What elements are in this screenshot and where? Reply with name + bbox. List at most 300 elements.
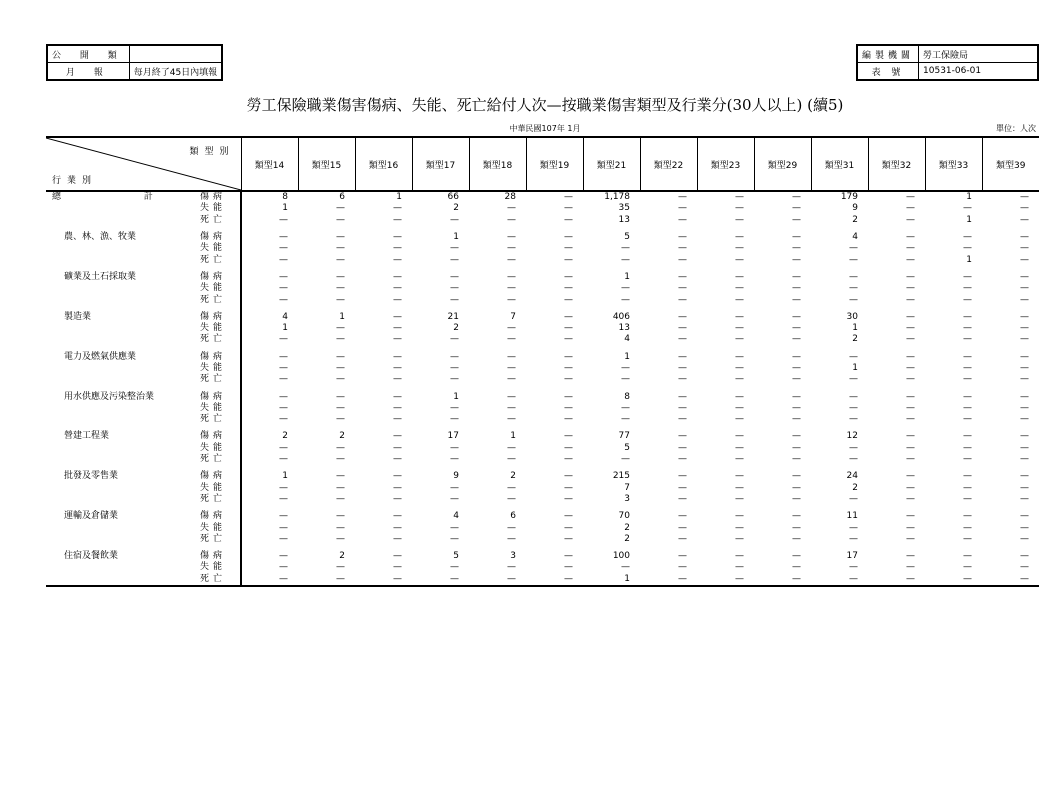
- table-cell: —: [621, 294, 630, 305]
- table-cell: —: [963, 334, 972, 345]
- table-cell: —: [849, 254, 858, 265]
- table-cell: —: [735, 351, 744, 362]
- table-cell: —: [792, 551, 801, 562]
- table-cell: 70: [618, 511, 630, 522]
- table-cell: —: [906, 311, 915, 322]
- table-cell: —: [963, 391, 972, 402]
- industry-name-empty: [46, 215, 186, 226]
- table-cell: —: [678, 493, 687, 504]
- column-header: 類型16: [355, 137, 412, 191]
- table-cell: —: [279, 374, 288, 385]
- subtype-label: 死亡: [186, 454, 241, 465]
- table-cell: —: [906, 522, 915, 533]
- table-cell: —: [336, 402, 345, 413]
- table-cell: —: [735, 442, 744, 453]
- data-table: [46, 136, 1039, 587]
- table-cell: —: [1020, 323, 1029, 334]
- table-row: [46, 323, 1039, 334]
- table-cell: —: [450, 243, 459, 254]
- table-cell: —: [1020, 334, 1029, 345]
- table-cell: —: [1020, 254, 1029, 265]
- corner-header: [46, 137, 241, 191]
- table-cell: —: [963, 271, 972, 282]
- table-cell: —: [1020, 522, 1029, 533]
- table-cell: —: [963, 363, 972, 373]
- table-cell: —: [963, 482, 972, 493]
- industry-name-empty: [46, 334, 186, 345]
- table-cell: —: [564, 271, 573, 282]
- column-header: 類型22: [640, 137, 697, 191]
- table-cell: —: [906, 402, 915, 413]
- table-cell: —: [1020, 471, 1029, 482]
- table-cell: —: [792, 232, 801, 243]
- table-cell: —: [963, 232, 972, 243]
- form-number-value: 10531-06-01: [919, 63, 1039, 81]
- table-row: [46, 562, 1039, 573]
- table-cell: —: [963, 203, 972, 214]
- table-cell: —: [336, 351, 345, 362]
- table-cell: —: [279, 511, 288, 522]
- industry-name-empty: [46, 443, 186, 454]
- table-cell: —: [678, 214, 687, 225]
- table-cell: —: [450, 482, 459, 493]
- table-cell: —: [678, 414, 687, 425]
- table-cell: —: [336, 482, 345, 493]
- table-cell: —: [621, 374, 630, 385]
- table-cell: —: [678, 402, 687, 413]
- table-cell: —: [1020, 493, 1029, 504]
- table-cell: —: [507, 391, 516, 402]
- table-cell: —: [963, 311, 972, 322]
- table-cell: —: [564, 243, 573, 254]
- table-cell: —: [906, 442, 915, 453]
- table-cell: 1: [453, 391, 459, 402]
- table-cell: —: [621, 283, 630, 294]
- table-row: [46, 494, 1039, 505]
- table-cell: —: [849, 493, 858, 504]
- table-row: [46, 352, 1039, 363]
- subtype-label: 死亡: [186, 494, 241, 505]
- table-cell: —: [963, 374, 972, 385]
- table-cell: —: [393, 454, 402, 465]
- column-header: 類型33: [925, 137, 982, 191]
- column-header: 類型17: [412, 137, 469, 191]
- table-row: [46, 203, 1039, 214]
- public-class-label: 公 開 類: [47, 45, 129, 63]
- table-cell: 13: [618, 214, 630, 225]
- column-header: 類型15: [298, 137, 355, 191]
- table-cell: —: [735, 243, 744, 254]
- table-row: [46, 534, 1039, 545]
- table-cell: 24: [846, 471, 858, 482]
- table-row: [46, 454, 1039, 465]
- table-cell: 2: [624, 533, 630, 544]
- table-cell: 9: [852, 203, 858, 214]
- table-cell: —: [1020, 551, 1029, 562]
- table-row: [46, 272, 1039, 283]
- agency-value: 勞工保險局: [919, 45, 1039, 63]
- report-type-label: 月 報: [47, 63, 129, 81]
- table-row: [46, 551, 1039, 562]
- column-header: 類型23: [697, 137, 754, 191]
- table-cell: —: [279, 294, 288, 305]
- table-row: [46, 511, 1039, 522]
- subtype-label: 傷病: [186, 312, 241, 323]
- table-cell: —: [564, 283, 573, 294]
- table-row: [46, 191, 1039, 203]
- table-cell: —: [735, 511, 744, 522]
- table-cell: —: [393, 283, 402, 294]
- table-cell: —: [450, 363, 459, 373]
- table-cell: —: [336, 363, 345, 373]
- table-cell: —: [507, 203, 516, 214]
- subtype-label: 死亡: [186, 534, 241, 545]
- table-cell: —: [678, 254, 687, 265]
- table-cell: —: [564, 414, 573, 425]
- subtype-label: 傷病: [186, 431, 241, 442]
- subtype-label: 傷病: [186, 232, 241, 243]
- table-cell: —: [735, 482, 744, 493]
- table-cell: —: [925, 574, 982, 586]
- table-cell: —: [279, 271, 288, 282]
- table-cell: —: [849, 243, 858, 254]
- table-cell: —: [678, 283, 687, 294]
- subtype-label: 傷病: [186, 272, 241, 283]
- table-cell: —: [849, 562, 858, 573]
- table-cell: —: [1020, 294, 1029, 305]
- table-cell: —: [1020, 482, 1029, 493]
- industry-name-empty: [46, 323, 186, 334]
- table-cell: —: [450, 294, 459, 305]
- table-cell: —: [963, 243, 972, 254]
- table-cell: —: [450, 522, 459, 533]
- table-cell: 1: [339, 311, 345, 322]
- industry-name: 製造業: [64, 311, 92, 322]
- table-cell: —: [564, 323, 573, 334]
- table-cell: —: [735, 232, 744, 243]
- table-cell: 1: [510, 431, 516, 442]
- table-cell: —: [336, 283, 345, 294]
- table-cell: —: [241, 574, 298, 586]
- table-cell: 9: [453, 471, 459, 482]
- industry-name-empty: [46, 562, 186, 573]
- table-cell: —: [564, 511, 573, 522]
- table-cell: —: [336, 511, 345, 522]
- table-cell: —: [678, 363, 687, 373]
- table-cell: —: [792, 454, 801, 465]
- table-cell: —: [963, 471, 972, 482]
- table-row: [46, 574, 1039, 586]
- subtype-label: 傷病: [186, 471, 241, 482]
- table-cell: —: [450, 283, 459, 294]
- table-cell: —: [849, 374, 858, 385]
- table-cell: —: [336, 243, 345, 254]
- table-cell: —: [792, 482, 801, 493]
- form-number-label: 表 號: [857, 63, 919, 81]
- table-cell: —: [564, 232, 573, 243]
- table-cell: —: [621, 243, 630, 254]
- table-row: [46, 391, 1039, 402]
- table-cell: —: [792, 214, 801, 225]
- table-cell: 11: [846, 511, 858, 522]
- table-cell: —: [507, 442, 516, 453]
- industry-name-empty: [46, 294, 186, 305]
- table-cell: 1: [966, 214, 972, 225]
- table-cell: —: [735, 192, 744, 203]
- table-cell: —: [336, 254, 345, 265]
- table-cell: —: [507, 232, 516, 243]
- table-cell: —: [1020, 363, 1029, 373]
- table-cell: 1: [282, 203, 288, 214]
- table-cell: 2: [624, 522, 630, 533]
- table-cell: —: [963, 402, 972, 413]
- table-cell: —: [792, 192, 801, 203]
- table-cell: —: [849, 522, 858, 533]
- table-cell: —: [450, 271, 459, 282]
- industry-name-empty: [46, 403, 186, 414]
- table-cell: —: [279, 551, 288, 562]
- table-cell: —: [849, 402, 858, 413]
- table-cell: —: [792, 471, 801, 482]
- table-cell: —: [393, 214, 402, 225]
- table-cell: —: [621, 402, 630, 413]
- industry-name: 用水供應及污染整治業: [64, 391, 155, 402]
- table-cell: —: [564, 493, 573, 504]
- table-cell: —: [963, 351, 972, 362]
- table-cell: 4: [624, 334, 630, 345]
- table-cell: —: [564, 374, 573, 385]
- table-cell: —: [564, 562, 573, 573]
- table-cell: —: [792, 243, 801, 254]
- page-title: 勞工保險職業傷害傷病、失能、死亡給付人次—按職業傷害類型及行業分(30人以上) (續5): [246, 96, 844, 114]
- table-cell: —: [963, 551, 972, 562]
- table-cell: —: [507, 294, 516, 305]
- table-cell: —: [1020, 402, 1029, 413]
- table-cell: —: [355, 574, 412, 586]
- table-cell: 8: [282, 192, 288, 203]
- industry-name: 營建工程業: [64, 431, 110, 442]
- table-cell: —: [868, 574, 925, 586]
- table-cell: —: [849, 442, 858, 453]
- table-cell: —: [564, 192, 573, 203]
- table-cell: —: [1020, 283, 1029, 294]
- subtype-label: 傷病: [186, 352, 241, 363]
- table-cell: —: [963, 522, 972, 533]
- table-cell: 1: [624, 271, 630, 282]
- table-cell: 1: [282, 471, 288, 482]
- table-cell: —: [906, 214, 915, 225]
- table-cell: —: [393, 442, 402, 453]
- industry-name: 農、林、漁、牧業: [64, 232, 137, 243]
- table-cell: —: [1020, 454, 1029, 465]
- table-cell: —: [792, 511, 801, 522]
- table-cell: —: [792, 391, 801, 402]
- public-class-value: [129, 45, 222, 63]
- table-cell: —: [393, 511, 402, 522]
- subtype-label: 傷病: [186, 511, 241, 522]
- subtype-label: 失能: [186, 203, 241, 214]
- table-cell: —: [735, 254, 744, 265]
- corner-industry-label: 行業別: [52, 176, 98, 186]
- table-cell: —: [792, 311, 801, 322]
- table-row: [46, 254, 1039, 265]
- table-cell: —: [393, 374, 402, 385]
- table-cell: —: [678, 482, 687, 493]
- table-cell: —: [507, 254, 516, 265]
- table-cell: 2: [852, 334, 858, 345]
- table-cell: —: [678, 271, 687, 282]
- table-cell: —: [564, 294, 573, 305]
- table-cell: —: [678, 203, 687, 214]
- table-cell: —: [393, 402, 402, 413]
- table-cell: —: [336, 271, 345, 282]
- table-cell: 1: [396, 192, 402, 203]
- table-row: [46, 414, 1039, 425]
- table-cell: —: [450, 533, 459, 544]
- table-cell: 17: [447, 431, 459, 442]
- table-cell: —: [792, 323, 801, 334]
- table-cell: —: [279, 562, 288, 573]
- table-cell: —: [906, 363, 915, 373]
- table-cell: —: [298, 574, 355, 586]
- table-cell: —: [678, 374, 687, 385]
- table-cell: —: [640, 574, 697, 586]
- table-cell: —: [678, 311, 687, 322]
- subtype-label: 失能: [186, 243, 241, 254]
- table-cell: 7: [624, 482, 630, 493]
- subtype-label: 死亡: [186, 254, 241, 265]
- table-cell: —: [564, 254, 573, 265]
- table-cell: —: [963, 414, 972, 425]
- table-cell: —: [564, 351, 573, 362]
- industry-name-empty: [46, 203, 186, 214]
- table-cell: 1: [583, 574, 640, 586]
- header-right-box: [856, 44, 1039, 81]
- table-row: [46, 294, 1039, 305]
- table-cell: —: [792, 402, 801, 413]
- table-cell: —: [792, 351, 801, 362]
- column-header: 類型18: [469, 137, 526, 191]
- table-cell: —: [1020, 562, 1029, 573]
- column-header: 類型29: [754, 137, 811, 191]
- table-cell: 4: [852, 232, 858, 243]
- table-cell: 28: [504, 192, 516, 203]
- table-cell: —: [507, 374, 516, 385]
- table-cell: —: [393, 294, 402, 305]
- corner-type-label: 類型別: [189, 147, 235, 157]
- table-cell: —: [963, 283, 972, 294]
- industry-name-empty: [46, 454, 186, 465]
- table-cell: —: [564, 203, 573, 214]
- table-cell: —: [450, 402, 459, 413]
- table-cell: —: [735, 323, 744, 334]
- table-cell: —: [1020, 271, 1029, 282]
- table-cell: —: [450, 334, 459, 345]
- table-cell: 13: [618, 323, 630, 334]
- table-cell: —: [735, 294, 744, 305]
- table-cell: —: [735, 533, 744, 544]
- table-cell: —: [1020, 351, 1029, 362]
- table-cell: 1,178: [604, 192, 630, 203]
- subtype-label: 死亡: [186, 414, 241, 425]
- table-cell: —: [678, 471, 687, 482]
- table-cell: —: [754, 574, 811, 586]
- table-cell: —: [279, 243, 288, 254]
- industry-name: 批發及零售業: [64, 471, 119, 482]
- report-deadline: 每月終了45日內填報: [129, 63, 222, 81]
- table-cell: —: [393, 351, 402, 362]
- table-cell: —: [1020, 232, 1029, 243]
- table-row: [46, 431, 1039, 442]
- table-cell: —: [507, 214, 516, 225]
- column-header: 類型31: [811, 137, 868, 191]
- table-cell: —: [279, 391, 288, 402]
- table-cell: —: [1020, 533, 1029, 544]
- table-cell: —: [564, 522, 573, 533]
- table-cell: —: [393, 203, 402, 214]
- table-cell: —: [621, 363, 630, 373]
- table-row: [46, 283, 1039, 294]
- table-cell: —: [678, 442, 687, 453]
- table-cell: 3: [624, 493, 630, 504]
- industry-name-empty: [46, 243, 186, 254]
- table-cell: —: [735, 334, 744, 345]
- table-cell: —: [1020, 203, 1029, 214]
- table-cell: —: [906, 294, 915, 305]
- table-cell: —: [279, 283, 288, 294]
- table-cell: —: [336, 442, 345, 453]
- agency-label: 編製機關: [857, 45, 919, 63]
- table-cell: —: [678, 323, 687, 334]
- table-cell: —: [336, 334, 345, 345]
- table-cell: —: [279, 493, 288, 504]
- subtype-label: 失能: [186, 522, 241, 533]
- subtype-label: 死亡: [186, 574, 241, 586]
- table-cell: 2: [453, 323, 459, 334]
- header-left-box: [46, 44, 223, 81]
- table-cell: 179: [840, 192, 858, 203]
- table-cell: —: [906, 414, 915, 425]
- table-cell: 2: [282, 431, 288, 442]
- table-cell: —: [792, 254, 801, 265]
- table-cell: —: [412, 574, 469, 586]
- table-cell: —: [469, 574, 526, 586]
- table-cell: —: [811, 574, 868, 586]
- table-cell: —: [564, 214, 573, 225]
- table-cell: 406: [612, 311, 630, 322]
- table-cell: —: [393, 391, 402, 402]
- table-row: [46, 471, 1039, 482]
- table-cell: 3: [510, 551, 516, 562]
- table-cell: —: [792, 363, 801, 373]
- table-cell: 1: [852, 323, 858, 334]
- table-cell: 215: [612, 471, 630, 482]
- table-cell: —: [906, 351, 915, 362]
- table-cell: —: [336, 454, 345, 465]
- table-cell: —: [621, 414, 630, 425]
- table-cell: 12: [846, 431, 858, 442]
- table-cell: —: [735, 374, 744, 385]
- table-cell: —: [450, 442, 459, 453]
- column-header: 類型39: [982, 137, 1039, 191]
- column-header: 類型32: [868, 137, 925, 191]
- table-cell: —: [564, 363, 573, 373]
- table-cell: —: [336, 214, 345, 225]
- table-cell: —: [279, 454, 288, 465]
- table-cell: —: [906, 203, 915, 214]
- subtype-label: 死亡: [186, 374, 241, 385]
- table-cell: —: [906, 254, 915, 265]
